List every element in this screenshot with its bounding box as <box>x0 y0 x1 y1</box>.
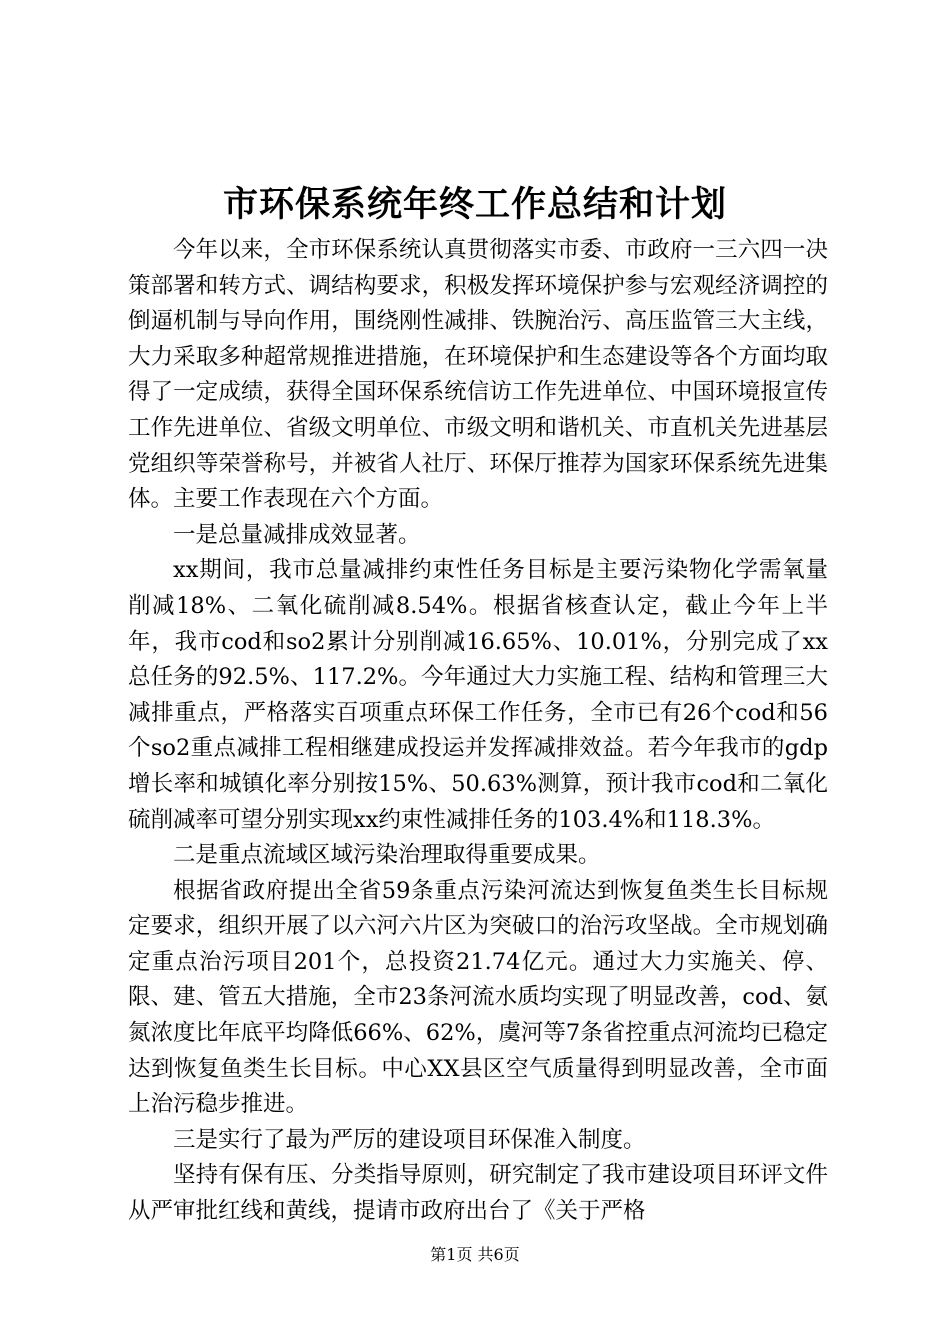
section-heading-3: 三是实行了最为严厉的建设项目环保准入制度。 <box>173 1126 646 1153</box>
paragraph-emission-reduction: xx期间，我市总量减排约束性任务目标是主要污染物化学需氧量削减18%、二氧化硫削减8.54%。根据省核查认定，截止今年上半年，我市cod和so2累计分别削减16.65%、10.01%，分别完成了xx总任务的92.5%、117.2%。今年通过大力实施工程、结构和管理三大减排重点，严格落实百项重点环保工作任务，全市已有26个cod和56个so2重点减排工程相继建成投运并发挥减排效益。若今年我市的gdp增长率和城镇化率分别按15%、50.63%测算，预计我市cod和二氧化硫削减率可望分别实现xx约束性减排任务的103.4%和118.3%。 <box>128 557 828 833</box>
section-heading-2: 二是重点流域区域污染治理取得重要成果。 <box>173 842 601 869</box>
section-heading-1: 一是总量减排成效显著。 <box>173 521 421 548</box>
document-title: 市环保系统年终工作总结和计划 <box>222 184 727 225</box>
page-number-footer: 第1页 共6页 <box>430 1245 520 1264</box>
document-body <box>128 233 828 1230</box>
paragraph-river-treatment: 根据省政府提出全省59条重点污染河流达到恢复鱼类生长目标规定要求，组织开展了以六河六片区为突破口的治污攻坚战。全市规划确定重点治污项目201个，总投资21.74亿元。通过大力实施关、停、限、建、管五大措施，全市23条河流水质均实现了明显改善，cod、氨氮浓度比年底平均降低66%、62%，虞河等7条省控重点河流均已稳定达到恢复鱼类生长目标。中心XX县区空气质量得到明显改善，全市面上治污稳步推进。 <box>128 877 828 1118</box>
paragraph-intro: 今年以来，全市环保系统认真贯彻落实市委、市政府一三六四一决策部署和转方式、调结构要求，积极发挥环境保护参与宏观经济调控的倒逼机制与导向作用，围绕刚性减排、铁腕治污、高压监管三大主线，大力采取多种超常规推进措施，在环境保护和生态建设等各个方面均取得了一定成绩，获得全国环保系统信访工作先进单位、中国环境报宣传工作先进单位、省级文明单位、市级文明和谐机关、市直机关先进基层党组织等荣誉称号，并被省人社厅、环保厅推荐为国家环保系统先进集体。主要工作表现在六个方面。 <box>128 237 828 513</box>
paragraph-project-admission: 坚持有保有压、分类指导原则，研究制定了我市建设项目环评文件从严审批红线和黄线，提请市政府出台了《关于严格 <box>128 1162 828 1225</box>
